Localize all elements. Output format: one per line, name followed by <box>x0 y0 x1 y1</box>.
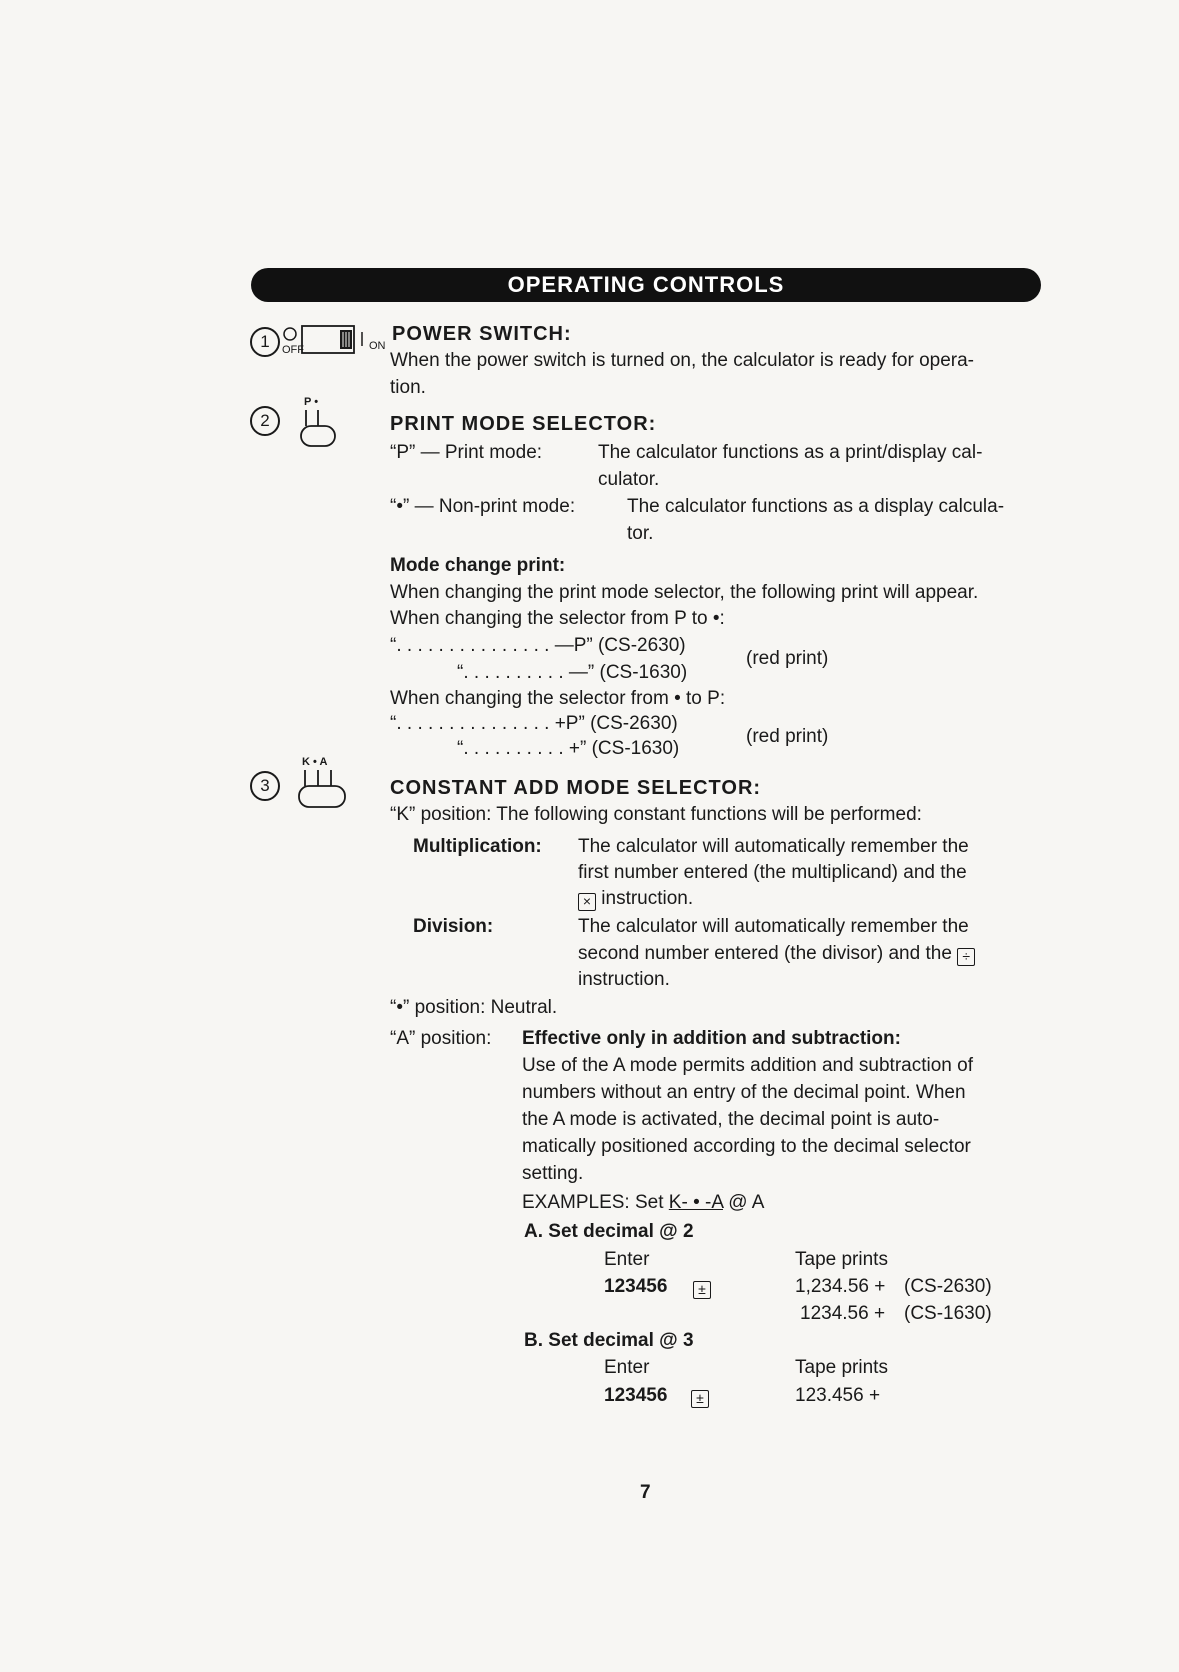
example-a-title: A. Set decimal @ 2 <box>524 1221 694 1242</box>
example-b-enter-value: 123456 <box>604 1385 668 1406</box>
mode-change-print-text-2: When changing the selector from P to •: <box>390 608 725 629</box>
power-text-1: When the power switch is turned on, the calculator is ready for opera- <box>390 350 975 371</box>
item-number-3: 3 <box>250 771 280 801</box>
k-position-text: “K” position: The following constant functions will be performed: <box>390 804 922 825</box>
example-a-tape-1: 1,234.56 + <box>795 1276 886 1297</box>
mode-change-print-title: Mode change print: <box>390 555 566 576</box>
power-on-label: ON <box>369 340 386 352</box>
page-number: 7 <box>640 1482 651 1503</box>
plus-minus-key-icon: ± <box>691 1390 709 1408</box>
example-a-enter-heading: Enter <box>604 1249 650 1270</box>
print-line-2: “. . . . . . . . . . —” (CS-1630) <box>457 662 688 683</box>
mode-change-print-text-1: When changing the print mode selector, the following print will appear. <box>390 582 979 603</box>
constant-selector-icon <box>296 768 352 812</box>
multiplication-text-3 <box>578 888 693 911</box>
division-text-2 <box>578 943 975 966</box>
example-a-tape-heading: Tape prints <box>795 1249 888 1270</box>
division-label: Division: <box>413 916 494 937</box>
print-mode-dot-desc-2: tor. <box>627 523 654 544</box>
example-b-tape-heading: Tape prints <box>795 1357 888 1378</box>
example-b-tape: 123.456 + <box>795 1385 881 1406</box>
a-position-title: Effective only in addition and subtraction: <box>522 1028 901 1049</box>
example-a-tape-2: 1234.56 + <box>800 1303 886 1324</box>
print-mode-dot-desc-1: The calculator functions as a display calcula- <box>627 496 1005 517</box>
multiplication-text-1: The calculator will automatically remember the <box>578 836 969 857</box>
red-print-note-2: (red print) <box>746 726 829 747</box>
print-line-3: “. . . . . . . . . . . . . . . +P” (CS-2630) <box>390 713 678 734</box>
print-mode-dot-label: “•” — Non-print mode: <box>390 496 576 517</box>
examples-suffix: @ A <box>722 1192 765 1213</box>
example-b-enter-heading: Enter <box>604 1357 650 1378</box>
a-text-4: matically positioned according to the decimal selector <box>522 1136 971 1157</box>
example-a-model-2: (CS-1630) <box>904 1303 992 1324</box>
examples-heading <box>522 1192 764 1215</box>
example-a-enter-value: 123456 <box>604 1276 668 1297</box>
print-mode-selector-icon <box>298 408 340 450</box>
power-text-2: tion. <box>390 377 426 398</box>
a-text-2: numbers without an entry of the decimal point. When <box>522 1082 966 1103</box>
red-print-note-1: (red print) <box>746 648 829 669</box>
example-a-model-1: (CS-2630) <box>904 1276 992 1297</box>
dot-position-text: “•” position: Neutral. <box>390 997 558 1018</box>
power-off-label: OFF <box>282 344 304 356</box>
division-text-1: The calculator will automatically remember the <box>578 916 969 937</box>
print-mode-p-desc-2: culator. <box>598 469 660 490</box>
mode-change-print-text-3: When changing the selector from • to P: <box>390 688 726 709</box>
division-text-2-body: second number entered (the divisor) and the <box>578 943 952 964</box>
a-text-1: Use of the A mode permits addition and subtraction of <box>522 1055 973 1076</box>
print-mode-title: PRINT MODE SELECTOR: <box>390 413 657 435</box>
example-b-title: B. Set decimal @ 3 <box>524 1330 694 1351</box>
print-line-1: “. . . . . . . . . . . . . . . —P” (CS-2630) <box>390 635 686 656</box>
print-line-4: “. . . . . . . . . . +” (CS-1630) <box>457 738 680 759</box>
plus-minus-key-icon: ± <box>693 1281 711 1299</box>
constant-mode-title: CONSTANT ADD MODE SELECTOR: <box>390 777 762 799</box>
item-number-2: 2 <box>250 406 280 436</box>
print-mode-p-desc-1: The calculator functions as a print/display cal- <box>598 442 983 463</box>
division-text-3: instruction. <box>578 969 670 990</box>
print-mode-p-label: “P” — Print mode: <box>390 442 543 463</box>
section-banner: OPERATING CONTROLS <box>251 268 1041 302</box>
a-text-3: the A mode is activated, the decimal point is auto- <box>522 1109 940 1130</box>
multiplication-instruction: instruction. <box>601 888 694 909</box>
item-number-1: 1 <box>250 327 280 357</box>
constant-position-labels: K • A <box>302 756 328 768</box>
print-mode-position-labels: P • <box>304 396 319 408</box>
divide-key-icon: ÷ <box>957 948 975 966</box>
a-text-5: setting. <box>522 1163 584 1184</box>
multiply-key-icon: × <box>578 893 596 911</box>
examples-prefix: EXAMPLES: Set <box>522 1192 669 1213</box>
examples-set-value: K- • -A <box>668 1192 723 1213</box>
multiplication-label: Multiplication: <box>413 836 542 857</box>
multiplication-text-2: first number entered (the multiplicand) and the <box>578 862 967 883</box>
a-position-label: “A” position: <box>390 1028 492 1049</box>
power-switch-title: POWER SWITCH: <box>392 323 572 345</box>
